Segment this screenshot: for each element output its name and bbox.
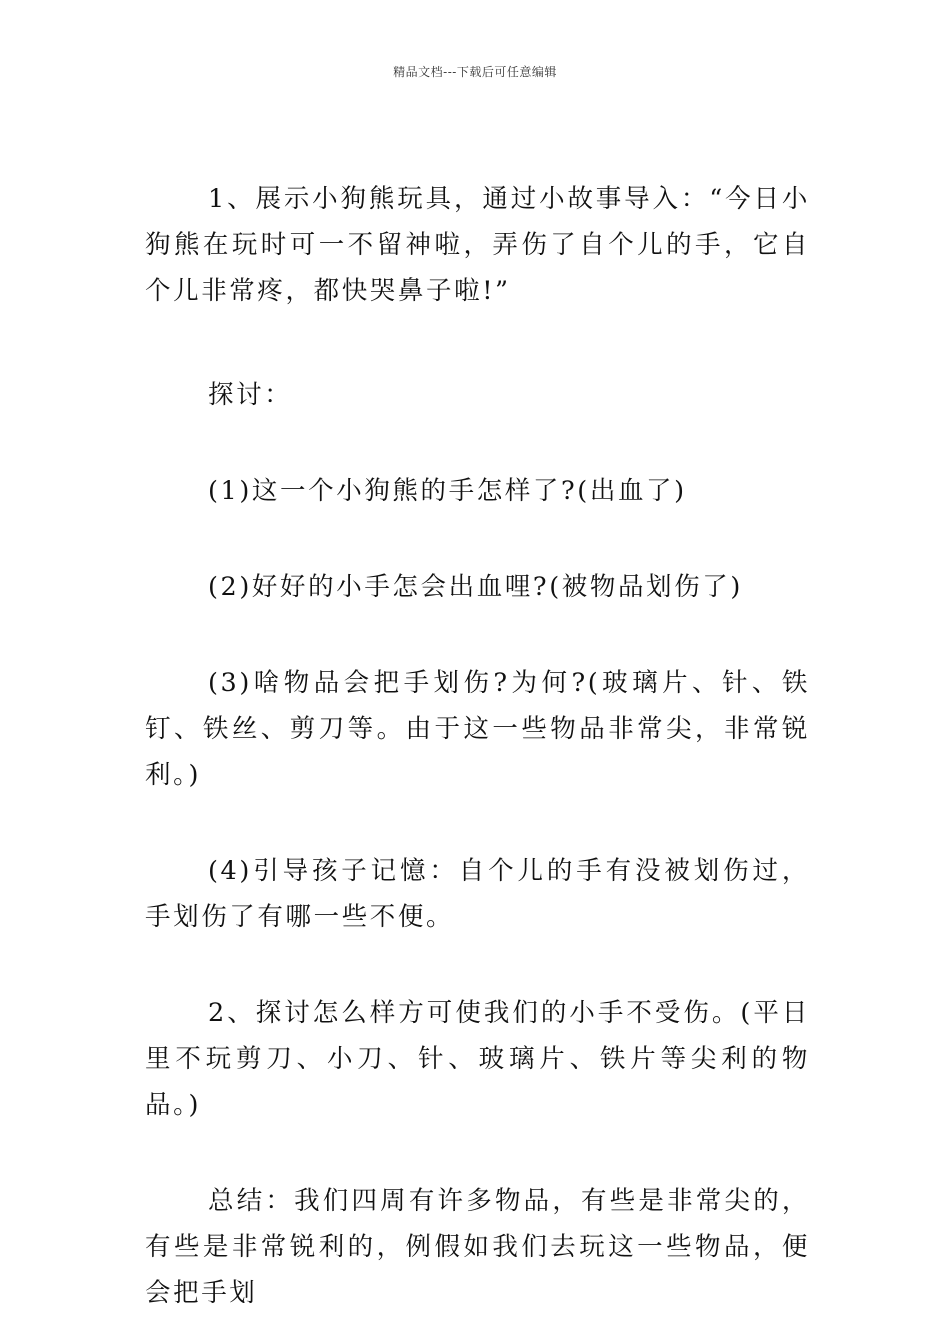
paragraph-question-4: (4)引导孩子记憶：自个儿的手有没被划伤过，手划伤了有哪一些不便。 — [145, 856, 810, 932]
paragraph-intro: 1、展示小狗熊玩具，通过小故事导入：“今日小狗熊在玩时可一不留神啦，弄伤了自个儿的手，它自个儿非常疼，都快哭鼻子啦!” — [145, 184, 810, 306]
page-header: 精品文档---下载后可任意编辑 — [393, 65, 557, 79]
paragraph-question-1: (1)这一个小狗熊的手怎样了?(出血了) — [208, 476, 687, 506]
document-body — [145, 176, 810, 1316]
paragraph-discussion-heading: 探讨： — [208, 380, 293, 410]
paragraph-question-3: (3)啥物品会把手划伤?为何?(玻璃片、针、铁钉、铁丝、剪刀等。由于这一些物品非常尖，非常锐利。) — [145, 668, 810, 790]
paragraph-question-2: (2)好好的小手怎会出血哩?(被物品划伤了) — [208, 572, 743, 602]
paragraph-step-2: 2、探讨怎么样方可使我们的小手不受伤。(平日里不玩剪刀、小刀、针、玻璃片、铁片等尖利的物品。) — [145, 998, 810, 1120]
paragraph-summary: 总结：我们四周有许多物品，有些是非常尖的，有些是非常锐利的，例假如我们去玩这一些物品，便会把手划 — [145, 1186, 810, 1308]
